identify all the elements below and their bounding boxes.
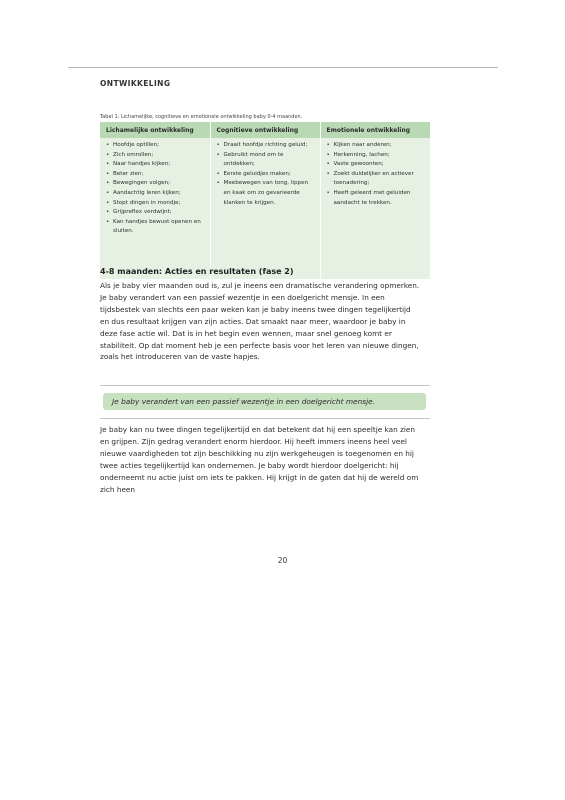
list-item: • Kijken naar anderen; [327, 141, 427, 151]
page-number: 20 [277, 556, 288, 565]
physical-list [106, 141, 206, 237]
header-rule [68, 67, 498, 68]
list-item: • Hoofdje optillen; [106, 141, 206, 151]
list-item: • Gebruikt mond om te ontdekken; [217, 151, 316, 170]
pull-quote: Je baby verandert van een passief wezentje in een doelgericht mensje. [103, 393, 426, 410]
list-item: • Beter zien; [106, 170, 206, 180]
cognitive-cell [210, 138, 320, 279]
list-item: • Zoekt duidelijker en actiever toenadering; [327, 170, 427, 189]
list-item: • Eerste geluidjes maken; [217, 170, 316, 180]
list-item: • Kan handjes bewust openen en sluiten. [106, 218, 206, 237]
paragraph-1: Als je baby vier maanden oud is, zul je ineens een dramatische verandering opmerken. Je baby verandert van een passief wezentje in een doelgericht mensje. In een tijdsbestek van slechts een paar weken kan je baby ineens twee dingen tegelijkertijd en dus resultaat krijgen van zijn acties. Dat smaakt naar meer, waardoor je baby in deze fase actie wil. Dat is in het begin even wennen, maar snel genoeg komt er stabiliteit. Op dat moment heb je een perfecte basis voor het leren van nieuwe dingen, zoals het introduceren van de vaste hapjes. [100, 281, 420, 362]
column-header-cognitive: Cognitieve ontwikkeling [210, 122, 320, 138]
emotional-list [327, 141, 427, 208]
list-item: • Bewegingen volgen; [106, 179, 206, 189]
list-item: • Vaste gewoonten; [327, 160, 427, 170]
sub-heading: 4-8 maanden: Acties en resultaten (fase 2) [100, 267, 294, 276]
column-header-emotional: Emotionele ontwikkeling [320, 122, 430, 138]
list-item: • Zich omrollen; [106, 151, 206, 161]
list-item: • Aandachtig leren kijken; [106, 189, 206, 199]
list-item: • Draait hoofdje richting geluid; [217, 141, 316, 151]
physical-cell [100, 138, 210, 279]
quote-divider-top [100, 385, 430, 386]
quote-divider-bottom [100, 418, 430, 419]
section-title: ONTWIKKELING [100, 79, 171, 88]
list-item: • Herkenning, lachen; [327, 151, 427, 161]
list-item: • Stopt dingen in mondje; [106, 199, 206, 209]
paragraph-2: Je baby kan nu twee dingen tegelijkertijd en dat betekent dat hij een speeltje kan zien en grijpen. Zijn gedrag verandert enorm hierdoor. Hij heeft immers ineens heel veel nieuwe vaardigheden tot zijn beschikking nu zijn werkgeheugen is toegenomen en hij twee acties tegelijkertijd kan ondernemen. Je baby wordt hierdoor doelgericht: hij onderneemt nu actie juist om iets te pakken. Hij krijgt in de gaten dat hij de wereld om zich heen [100, 425, 419, 494]
list-item: • Grijpreflex verdwijnt; [106, 208, 206, 218]
list-item: • Meebewegen van tong, lippen en kaak om zo gevarieerde klanken te krijgen. [217, 179, 316, 208]
development-table [100, 122, 430, 279]
table-caption: Tabel 1: Lichamelijke, cognitieve en emotionele ontwikkeling baby 0-4 maanden. [100, 114, 303, 120]
cognitive-list [217, 141, 316, 208]
column-header-physical: Lichamelijke ontwikkeling [100, 122, 210, 138]
list-item: • Naar handjes kijken; [106, 160, 206, 170]
list-item: • Heeft geleerd met geluiden aandacht te trekken. [327, 189, 427, 208]
emotional-cell [320, 138, 430, 279]
